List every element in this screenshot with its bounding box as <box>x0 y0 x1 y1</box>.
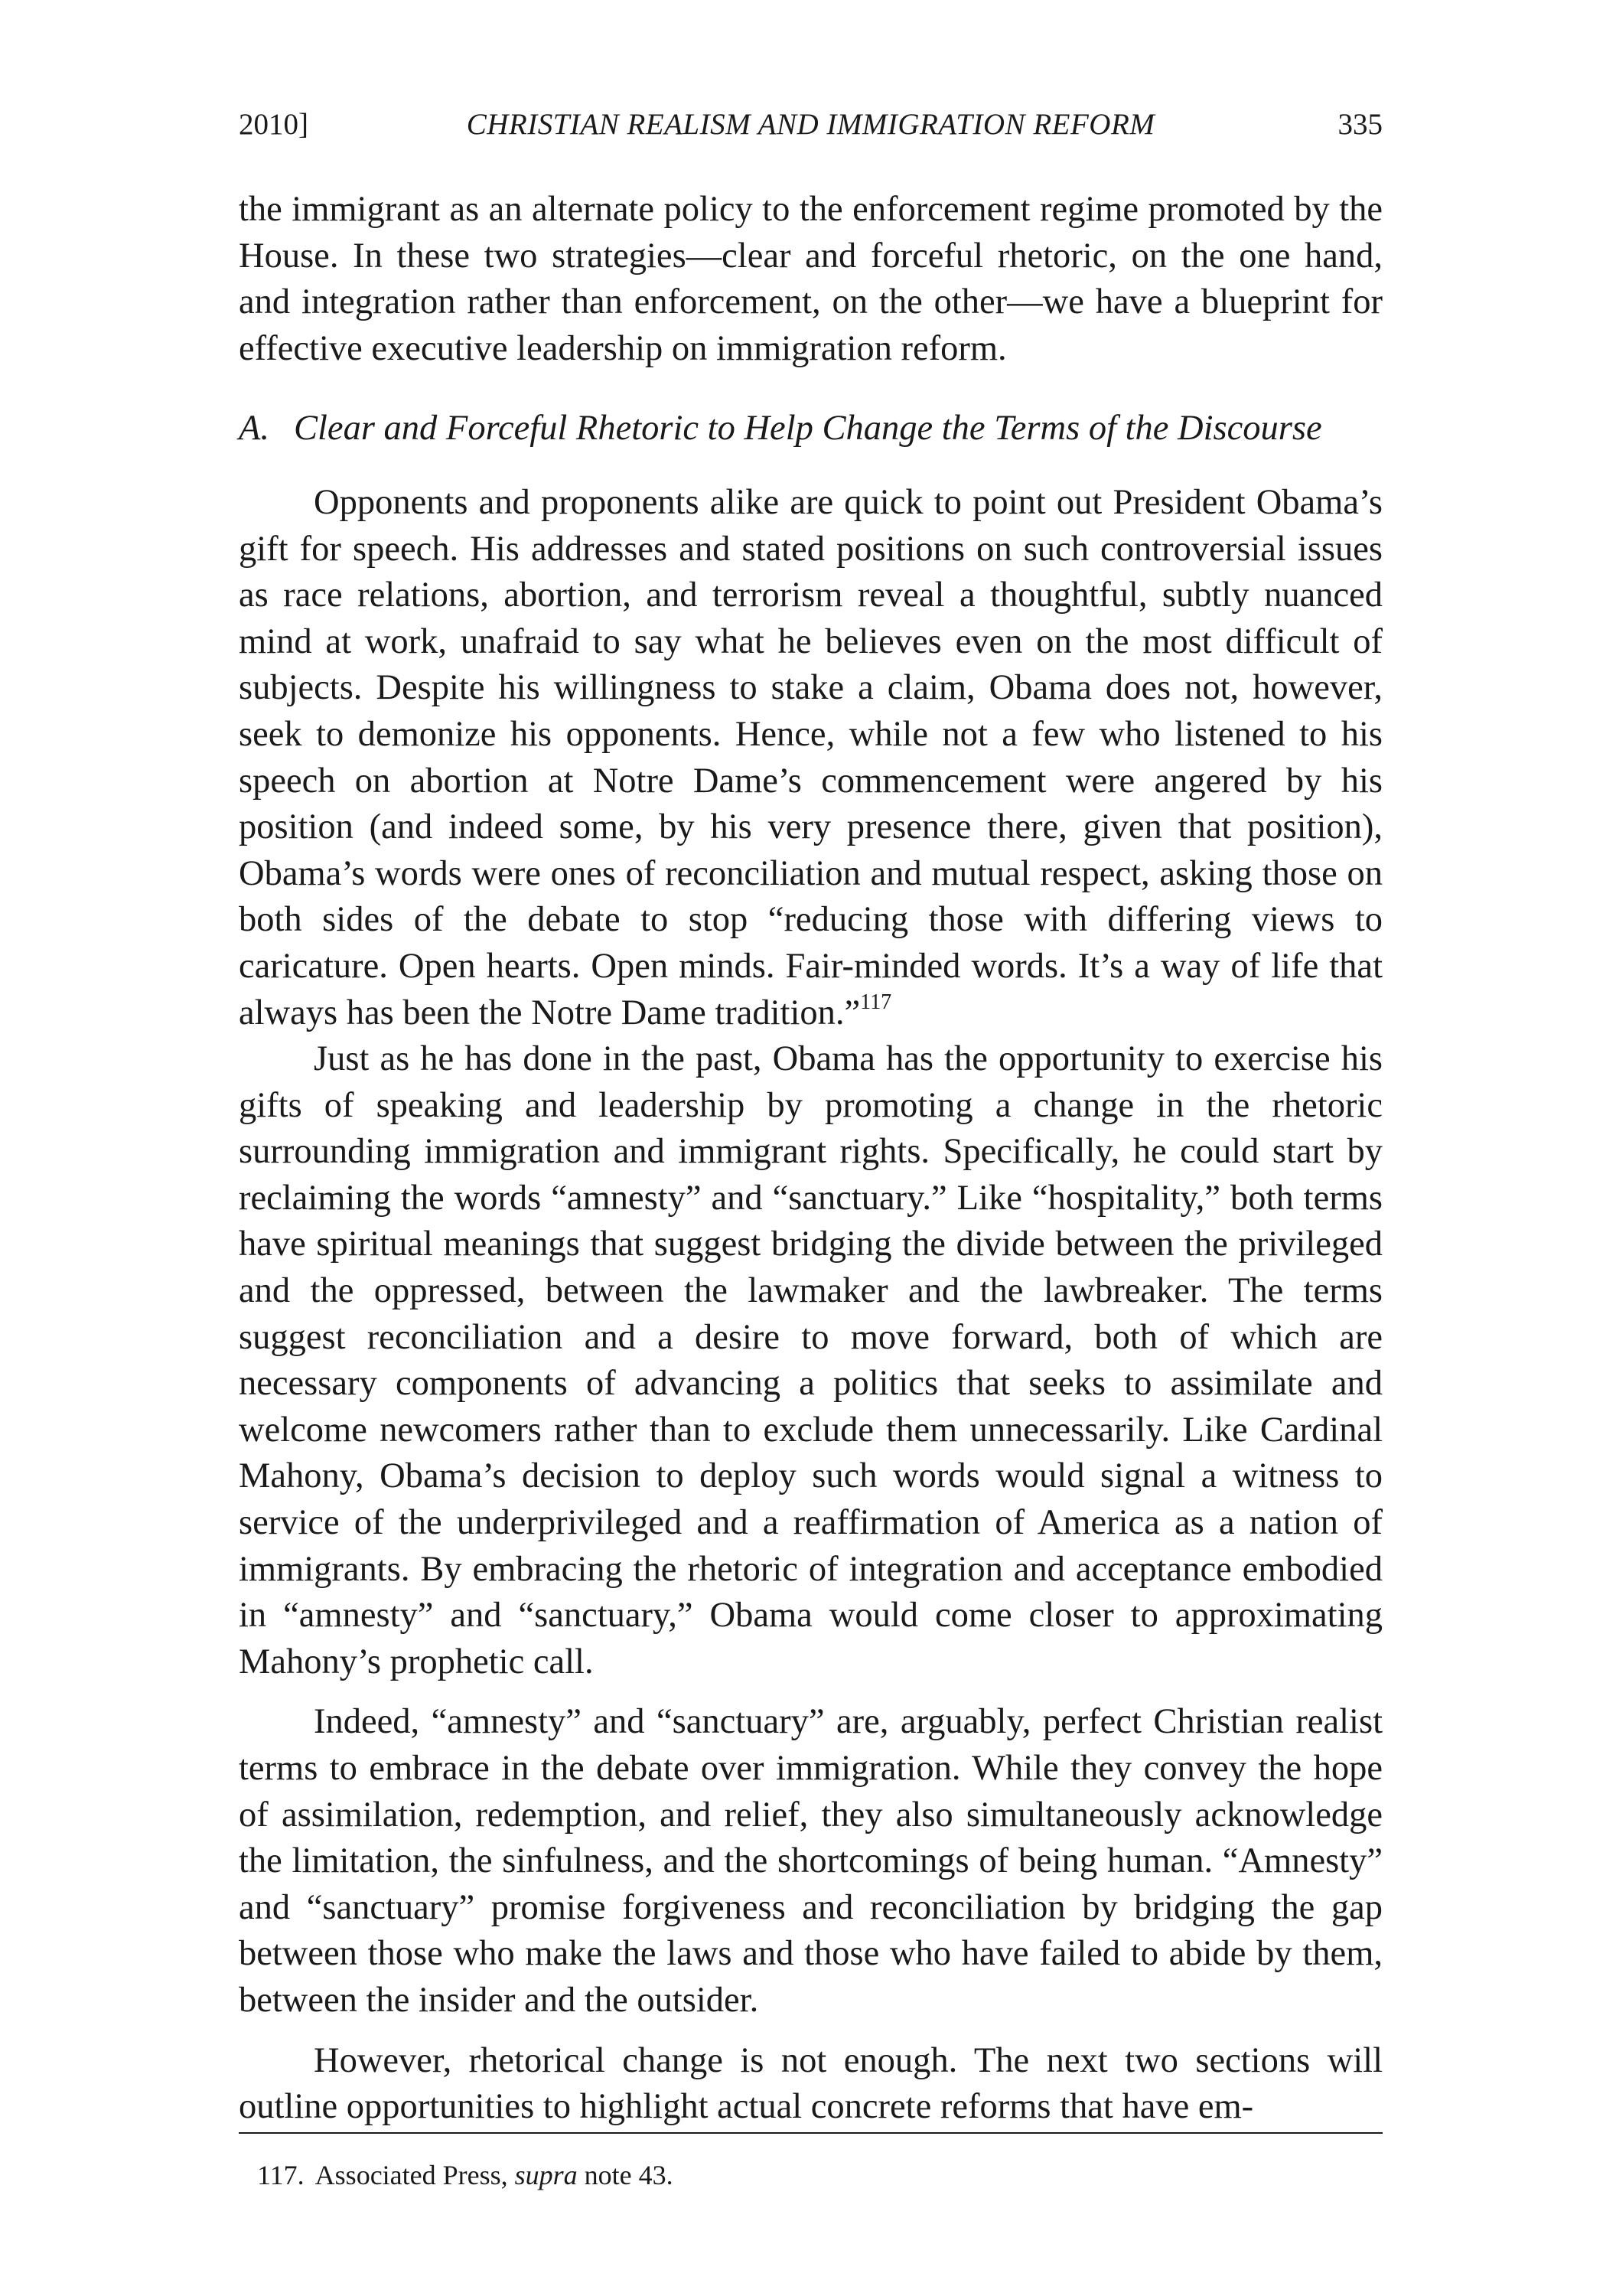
paragraph-1 <box>239 480 1383 1036</box>
body-text <box>239 187 1383 2131</box>
intro-paragraph: the immigrant as an alternate policy to the enforcement regime promoted by the House. In these two strategies—clear and forceful rhetoric, on the one hand, and integration rather than enforcement, on the other—we have a blueprint for effective executive leadership on immigration reform. <box>239 190 1383 368</box>
paragraph-1-text: Opponents and proponents alike are quick to point out President Obama’s gift for speech. His addresses and stated positions on such controversial issues as race relations, abortion, and terrorism reveal a thoughtful, subtly nuanced mind at work, unafraid to say what he believes even on the most difficult of subjects. Despite his willingness to stake a claim, Obama does not, however, seek to demonize his opponents. Hence, while not a few who listened to his speech on abortion at Notre Dame’s commencement were angered by his position (and indeed some, by his very presence there, given that position), Obama’s words were ones of reconciliation and mutual respect, asking those on both sides of the debate to stop “reducing those with differing views to caricature. Open hearts. Open minds. Fair-minded words. It’s a way of life that always has been the Notre Dame tradition.” <box>239 482 1383 1032</box>
running-head-title: CHRISTIAN REALISM AND IMMIGRATION REFORM <box>466 108 1155 141</box>
section-heading <box>239 406 1383 452</box>
footnote-supra: supra <box>514 2160 578 2190</box>
footnote <box>257 2158 1374 2192</box>
footnote-reference: 117 <box>860 990 892 1014</box>
running-head-year: 2010] <box>239 108 308 141</box>
footnote-note: note 43. <box>584 2160 673 2190</box>
paragraph-2: Just as he has done in the past, Obama has the opportunity to exercise his gifts of speaking and leadership by promoting a change in the rhetoric surrounding immigration and immigrant rights. Specifically, he could start by reclaiming the words “amnesty” and “sanctuary.” Like “hospitality,” both terms have spiritual meanings that suggest bridging the divide between the privileged and the oppressed, between the lawmaker and the lawbreaker. The terms suggest reconciliation and a desire to move forward, both of which are necessary components of advancing a politics that seeks to assimilate and welcome newcomers rather than to exclude them unnecessarily. Like Cardinal Mahony, Obama’s decision to deploy such words would signal a witness to service of the underprivileged and a reaffirmation of America as a nation of immigrants. By embracing the rhetoric of integration and acceptance embodied in “amnesty” and “sanctuary,” Obama would come closer to approximating Mahony’s prophetic call. <box>239 1039 1383 1681</box>
page-number: 335 <box>1337 108 1383 141</box>
footnote-divider <box>239 2132 1383 2134</box>
paragraph-3: Indeed, “amnesty” and “sanctuary” are, arguably, perfect Christian realist terms to embrace in the debate over immigration. While they convey the hope of assimilation, redemption, and relief, they also simultaneously acknowledge the limitation, the sinfulness, and the shortcomings of being human. “Amnesty” and “sanctuary” promise forgiveness and reconciliation by bridging the gap between those who make the laws and those who have failed to abide by them, between the insider and the outsider. <box>239 1702 1383 2020</box>
section-heading-text: Clear and Forceful Rhetoric to Help Change the Terms of the Discourse <box>294 409 1322 448</box>
footnote-source: Associated Press, <box>314 2160 508 2190</box>
paragraph-4: However, rhetorical change is not enough. The next two sections will outline opportunities to highlight actual concrete reforms that have em- <box>239 2040 1383 2127</box>
section-letter: A. <box>239 409 270 448</box>
footnote-number: 117. <box>257 2160 305 2190</box>
running-head <box>239 107 1383 153</box>
